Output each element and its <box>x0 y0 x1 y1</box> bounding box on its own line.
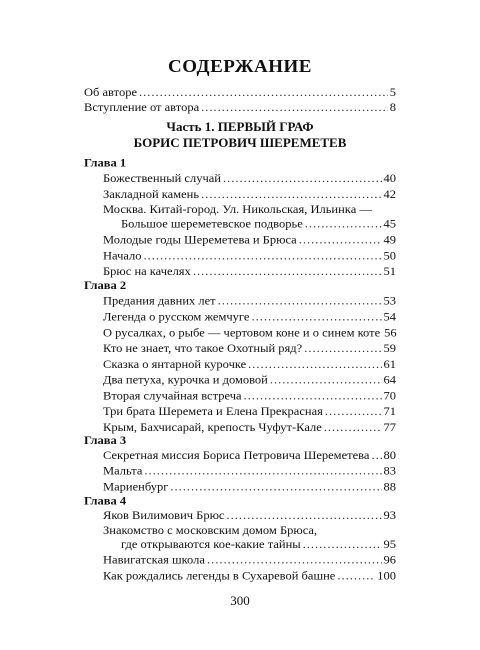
toc-entry-page: 56 <box>384 326 397 340</box>
toc-entry-page: 8 <box>389 100 396 114</box>
toc-entry <box>103 188 396 202</box>
toc-entry-label: Яков Вилимович Брюс <box>103 508 225 522</box>
dot-leader <box>299 233 382 247</box>
toc-entry <box>103 358 396 372</box>
toc-entry-label: О русалках, о рыбе — чертовом коне и о синем коте <box>103 326 381 340</box>
dot-leader <box>201 188 381 202</box>
toc-entry-label: Божественный случай <box>103 172 221 186</box>
dot-leader <box>170 480 381 494</box>
toc-entry <box>103 172 396 186</box>
toc-entry-page: 88 <box>383 480 396 494</box>
dot-leader <box>248 358 381 372</box>
toc-entry-page: 51 <box>383 264 396 278</box>
toc-entry-label: Закладной камень <box>103 187 200 201</box>
dot-leader <box>223 172 382 186</box>
toc-entry-label: Сказка о янтарной курочке <box>103 357 247 371</box>
toc-entry-label: Начало <box>103 249 142 263</box>
page-title: СОДЕРЖАНИЕ <box>168 56 312 77</box>
toc-entry-label: Вступление от автора <box>84 100 200 114</box>
part-title-line2: БОРИС ПЕТРОВИЧ ШЕРЕМЕТЕВ <box>133 135 347 150</box>
toc-entry <box>103 464 396 478</box>
toc-entry <box>103 310 396 324</box>
toc-entry-label: Кто не знает, что такое Охотный ряд? <box>103 341 303 355</box>
toc-entry-label: Мариенбург <box>103 480 169 494</box>
toc-entry-label: Молодые годы Шереметева и Брюса <box>103 233 297 247</box>
dot-leader <box>218 295 382 309</box>
toc-entry-page: 70 <box>383 389 396 403</box>
dot-leader <box>270 373 382 387</box>
toc-entry-page: 59 <box>383 341 396 355</box>
chapter-heading: Глава 4 <box>84 494 127 508</box>
toc-entry-label: Как рождались легенды в Сухаревой башне <box>103 569 336 583</box>
toc-entry-page: 96 <box>383 553 396 567</box>
dot-leader <box>303 538 382 552</box>
toc-entry-label: Крым, Бахчисарай, крепость Чуфут-Кале <box>103 420 322 434</box>
toc-entry-page: 83 <box>383 464 396 478</box>
dot-leader <box>244 389 382 403</box>
dot-leader <box>207 553 382 567</box>
toc-entry <box>103 265 396 279</box>
toc-entry-label: Вторая случайная встреча <box>103 389 242 403</box>
toc-entry-page: 40 <box>383 172 396 186</box>
toc-entry <box>103 480 396 494</box>
dot-leader <box>201 101 388 115</box>
toc-entry <box>103 373 396 387</box>
dot-leader <box>139 86 388 100</box>
toc-entry-label: Два петуха, курочка и домовой <box>103 373 268 387</box>
dot-leader <box>337 569 375 583</box>
toc-entry-page: 64 <box>383 373 396 387</box>
toc-entry <box>103 509 396 523</box>
dot-leader <box>193 265 382 279</box>
toc-entry-page: 61 <box>383 357 396 371</box>
toc-entry <box>103 421 396 435</box>
toc-entry-page: 42 <box>383 187 396 201</box>
toc-entry <box>103 326 396 340</box>
toc-entry-page: 77 <box>383 420 396 434</box>
toc-entry <box>103 389 396 403</box>
toc-entry-page: 54 <box>383 310 396 324</box>
toc-entry <box>103 342 396 356</box>
toc-entry-label: Секретная миссия Бориса Петровича Шереметева <box>103 448 370 462</box>
dot-leader <box>304 342 381 356</box>
toc-entry-label: Брюс на качелях <box>103 264 191 278</box>
toc-entry <box>121 538 396 552</box>
toc-entry <box>121 218 396 232</box>
toc-entry <box>84 101 396 115</box>
toc-entry-page: 5 <box>389 85 396 99</box>
toc-entry <box>103 553 396 567</box>
toc-entry-label: Мальта <box>103 464 143 478</box>
toc-entry <box>103 249 396 263</box>
dot-leader <box>325 405 382 419</box>
dot-leader <box>144 249 382 263</box>
toc-entry-page: 53 <box>383 294 396 308</box>
toc-entry-label: Предания давних лет <box>103 294 216 308</box>
dot-leader <box>144 464 381 478</box>
toc-entry-label: Три брата Шеремета и Елена Прекрасная <box>103 404 323 418</box>
dot-leader <box>226 509 381 523</box>
part-title-line1: Часть 1. ПЕРВЫЙ ГРАФ <box>166 120 314 134</box>
toc-entry-label: Легенда о русском жемчуге <box>103 310 250 324</box>
toc-entry-page: 93 <box>383 508 396 522</box>
toc-entry <box>84 86 396 100</box>
page-number: 300 <box>230 593 250 608</box>
toc-entry <box>103 295 396 309</box>
toc-entry <box>103 405 396 419</box>
chapter-heading: Глава 1 <box>84 156 127 170</box>
chapter-heading: Глава 3 <box>84 433 127 447</box>
toc-entry <box>103 569 396 583</box>
toc-entry <box>103 449 396 463</box>
toc-entry <box>103 233 396 247</box>
toc-entry-page: 71 <box>383 404 396 418</box>
toc-entry-label: Знакомство с московским домом Брюса, <box>103 523 318 537</box>
toc-entry-label: Об авторе <box>84 85 137 99</box>
toc-entry-page: 80 <box>383 448 396 462</box>
toc-entry-page: 45 <box>383 217 396 231</box>
toc-entry-page: 50 <box>383 249 396 263</box>
toc-entry-label: Москва. Китай-город. Ул. Никольская, Ильинка — <box>103 202 372 216</box>
toc-entry-page: 49 <box>383 233 396 247</box>
toc-entry-label: Навигатская школа <box>103 553 205 567</box>
toc-entry-label-cont: Большое шереметевское подворье <box>121 217 303 231</box>
dot-leader <box>371 449 381 463</box>
dot-leader <box>251 310 381 324</box>
toc-entry-label-cont: где открываются кое-какие тайны <box>121 537 301 551</box>
toc-entry-page: 100 <box>377 569 396 583</box>
chapter-heading: Глава 2 <box>84 278 127 292</box>
dot-leader <box>305 218 382 232</box>
dot-leader <box>324 421 382 435</box>
toc-entry-page: 95 <box>383 537 396 551</box>
